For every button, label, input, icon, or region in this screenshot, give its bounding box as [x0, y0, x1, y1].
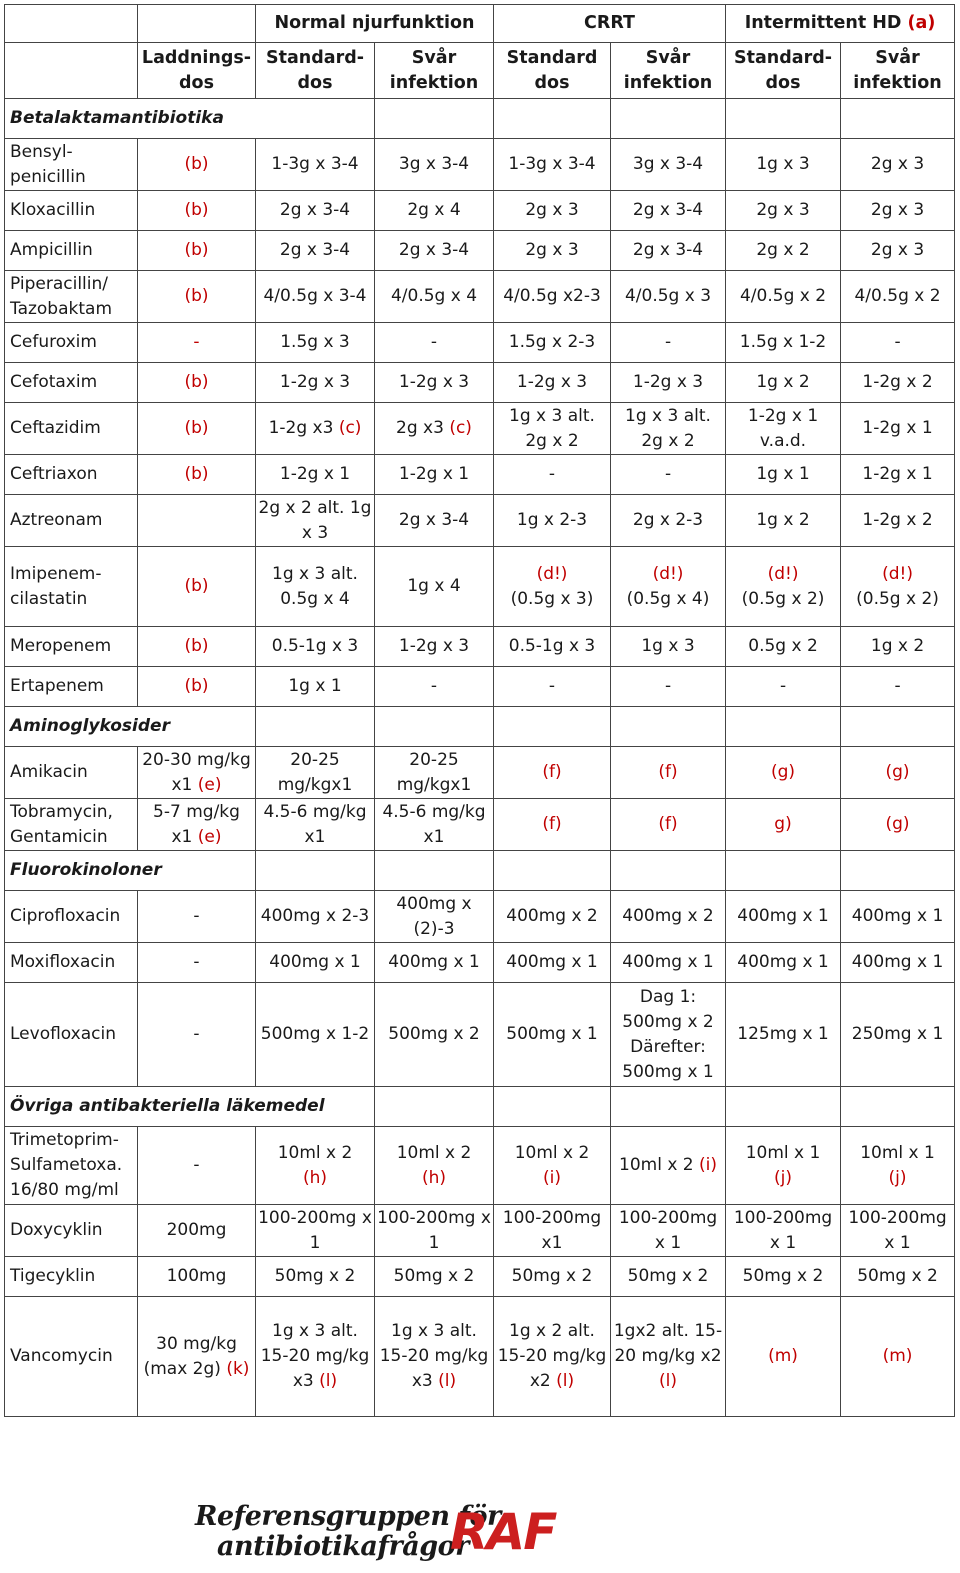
dose-text: Därefter: [630, 1036, 706, 1057]
dose-cell: 500mg x 2 [375, 983, 494, 1087]
empty-cell [841, 1087, 955, 1127]
dose-cell: 2g x 3-4 [256, 191, 375, 231]
dose-cell: 1-2g x 3 [256, 363, 375, 403]
header-standard-dose: Standard dos [494, 43, 611, 99]
dose-cell: 500mg x 1-2 [256, 983, 375, 1087]
dose-cell: 2g x 3 [841, 191, 955, 231]
dose-text: 1-2g x3 [268, 418, 334, 438]
group-header-row [5, 5, 955, 43]
drug-row-doxycyklin [5, 1205, 955, 1257]
dose-cell: 1-2g x 2 [841, 495, 955, 547]
dose-cell: 400mg x 1 [611, 943, 726, 983]
drug-name: Bensyl-penicillin [5, 139, 138, 191]
drug-name: Ceftriaxon [5, 455, 138, 495]
loading-dose [138, 495, 256, 547]
dose-text: 20-30 mg/kg x1 [142, 749, 251, 795]
corner-cell [138, 5, 256, 43]
footnote-ref: (l) [556, 1371, 575, 1391]
dose-cell: 2g x 3-4 [375, 495, 494, 547]
dose-cell: 100-200mg x 1 [611, 1205, 726, 1257]
footnote-ref: (h) [421, 1167, 447, 1188]
dose-text: 10ml x 2 [619, 1155, 694, 1175]
empty-cell [375, 851, 494, 891]
dose-cell: (f) [494, 747, 611, 799]
drug-name: Trimetoprim-Sulfametoxa. 16/80 mg/ml [5, 1127, 138, 1205]
footnote-ref: (h) [302, 1167, 328, 1188]
dose-cell: - [375, 323, 494, 363]
empty-cell [841, 99, 955, 139]
dose-cell: 4/0.5g x 2 [841, 271, 955, 323]
dose-cell: (g) [841, 799, 955, 851]
empty-cell [841, 851, 955, 891]
drug-name: Doxycyklin [5, 1205, 138, 1257]
dose-cell: 400mg x 2 [611, 891, 726, 943]
drug-row-cefotaxim [5, 363, 955, 403]
category-label: Övriga antibakteriella läkemedel [5, 1087, 375, 1127]
empty-cell [375, 99, 494, 139]
dose-cell: 2g x 3 [841, 139, 955, 191]
dose-cell: 3g x 3-4 [611, 139, 726, 191]
empty-cell [494, 1087, 611, 1127]
empty-cell [726, 1087, 841, 1127]
raf-logo [195, 1500, 555, 1566]
dose-cell: 50mg x 2 [375, 1257, 494, 1297]
dose-cell: - [726, 667, 841, 707]
loading-dose: (b) [138, 139, 256, 191]
drug-name: Ampicillin [5, 231, 138, 271]
empty-cell [841, 707, 955, 747]
dose-text: 10ml x 1 [745, 1142, 821, 1163]
header-standard-dose: Standard-dos [256, 43, 375, 99]
dose-cell: 100-200mg x 1 [375, 1205, 494, 1257]
dose-text: 10ml x 2 [514, 1142, 590, 1163]
dose-cell [375, 1297, 494, 1417]
dose-cell [256, 1297, 375, 1417]
dose-cell: 400mg x 1 [726, 891, 841, 943]
loading-dose [138, 1297, 256, 1417]
drug-row-moxifloxacin [5, 943, 955, 983]
drug-name: Ciprofloxacin [5, 891, 138, 943]
dose-cell: 3g x 3-4 [375, 139, 494, 191]
footnote-ref: (c) [338, 418, 362, 438]
dose-cell: 4/0.5g x 3 [611, 271, 726, 323]
drug-name: Levofloxacin [5, 983, 138, 1087]
drug-name: Ertapenem [5, 667, 138, 707]
dose-cell [726, 1127, 841, 1205]
dose-cell: 2g x 3-4 [611, 191, 726, 231]
dose-cell: 2g x 2 alt. 1g x 3 [256, 495, 375, 547]
drug-row-ertapenem [5, 667, 955, 707]
drug-name: Aztreonam [5, 495, 138, 547]
dose-cell: 4.5-6 mg/kg x1 [256, 799, 375, 851]
dose-text: (0.5g x 2) [856, 588, 939, 609]
dose-cell: 100-200mg x 1 [256, 1205, 375, 1257]
dose-cell [611, 547, 726, 627]
dose-cell: 0.5-1g x 3 [494, 627, 611, 667]
dose-cell: 1g x 2-3 [494, 495, 611, 547]
loading-dose: - [138, 891, 256, 943]
dose-cell: 1g x 1 [726, 455, 841, 495]
dose-text: 500mg x 1 [622, 1061, 714, 1082]
dose-cell: 2g x 3-4 [256, 231, 375, 271]
dose-text: 500mg x 2 [622, 1011, 714, 1032]
dose-cell: 2g x 3 [726, 191, 841, 231]
dose-cell: 20-25 mg/kgx1 [256, 747, 375, 799]
drug-row-piperacillin-tazobaktam [5, 271, 955, 323]
dose-cell: 1g x 1 [256, 667, 375, 707]
dose-cell: (g) [841, 747, 955, 799]
footnote-ref: (d!) [882, 563, 913, 584]
dose-cell [726, 547, 841, 627]
dose-text: 1g x 3 alt. 15-20 mg/kg x3 [260, 1321, 370, 1391]
dose-text: 2g x3 [396, 418, 444, 438]
hd-label: Intermittent HD [744, 13, 902, 33]
dose-cell: 1g x 2 [841, 627, 955, 667]
dose-cell: (f) [611, 799, 726, 851]
drug-name: Piperacillin/ Tazobaktam [5, 271, 138, 323]
dose-cell: 2g x 2-3 [611, 495, 726, 547]
drug-name: Cefotaxim [5, 363, 138, 403]
footnote-ref: (j) [888, 1167, 907, 1188]
dose-cell: 400mg x 1 [841, 943, 955, 983]
dose-cell: 1-3g x 3-4 [494, 139, 611, 191]
dose-cell: - [375, 667, 494, 707]
drug-name: Tobramycin, Gentamicin [5, 799, 138, 851]
loading-dose: (b) [138, 231, 256, 271]
drug-name: Imipenem-cilastatin [5, 547, 138, 627]
dose-text: 1gx2 alt. 15-20 mg/kg x2 [613, 1321, 723, 1366]
loading-dose: (b) [138, 627, 256, 667]
drug-name: Kloxacillin [5, 191, 138, 231]
empty-cell [494, 851, 611, 891]
drug-row-kloxacillin [5, 191, 955, 231]
dose-text: Dag 1: [639, 986, 697, 1007]
dose-cell: 50mg x 2 [494, 1257, 611, 1297]
drug-row-cefuroxim [5, 323, 955, 363]
dose-cell: - [611, 455, 726, 495]
loading-dose: (b) [138, 667, 256, 707]
empty-cell [611, 99, 726, 139]
drug-name: Meropenem [5, 627, 138, 667]
dose-cell: 1g x 4 [375, 547, 494, 627]
category-row [5, 1087, 955, 1127]
loading-dose: (b) [138, 547, 256, 627]
dose-cell: 250mg x 1 [841, 983, 955, 1087]
loading-dose: (b) [138, 271, 256, 323]
empty-cell [726, 99, 841, 139]
dose-cell: - [494, 667, 611, 707]
drug-row-meropenem [5, 627, 955, 667]
dose-cell: 1g x 3 [726, 139, 841, 191]
dose-cell: 1.5g x 3 [256, 323, 375, 363]
dose-cell: 1-2g x 1 [841, 403, 955, 455]
dose-cell: 1-2g x 3 [375, 363, 494, 403]
drug-row-tigecyklin [5, 1257, 955, 1297]
dose-cell [611, 1127, 726, 1205]
drug-row-aztreonam [5, 495, 955, 547]
drug-name: Amikacin [5, 747, 138, 799]
dose-text: (0.5g x 3) [510, 588, 594, 609]
logo-line: Referensgruppen för [195, 1501, 501, 1532]
dose-cell: 100-200mg x 1 [841, 1205, 955, 1257]
dose-cell: - [611, 667, 726, 707]
dose-cell: 500mg x 1 [494, 983, 611, 1087]
drug-name: Cefuroxim [5, 323, 138, 363]
dose-cell [611, 1297, 726, 1417]
empty-cell [726, 707, 841, 747]
dose-cell: 125mg x 1 [726, 983, 841, 1087]
footnote-ref: (d!) [536, 563, 568, 584]
dose-cell: 2g x 3 [494, 191, 611, 231]
dose-cell: - [494, 455, 611, 495]
drug-row-ceftazidim [5, 403, 955, 455]
dose-cell: 400mg x 1 [256, 943, 375, 983]
category-label: Aminoglykosider [5, 707, 256, 747]
dose-cell: 1-2g x 3 [611, 363, 726, 403]
footnote-ref: (k) [226, 1358, 250, 1379]
dose-cell: 1-2g x 3 [375, 627, 494, 667]
dose-cell: 2g x 2 [726, 231, 841, 271]
header-severe-infection: Svår infektion [375, 43, 494, 99]
drug-row-ceftriaxon [5, 455, 955, 495]
footnote-ref: (i) [699, 1155, 718, 1175]
dose-cell: 4/0.5g x 3-4 [256, 271, 375, 323]
footnote-ref: (d!) [767, 563, 799, 584]
dose-cell: 1.5g x 1-2 [726, 323, 841, 363]
logo-mark: RAF [450, 1503, 556, 1561]
loading-dose: - [138, 1127, 256, 1205]
drug-row-trimetoprim-sulfametoxazol [5, 1127, 955, 1205]
dose-text: 10ml x 2 [396, 1142, 472, 1163]
drug-name: Tigecyklin [5, 1257, 138, 1297]
dose-cell: 1-2g x 3 [494, 363, 611, 403]
loading-dose: (b) [138, 403, 256, 455]
empty-cell [611, 707, 726, 747]
dose-cell: 0.5g x 2 [726, 627, 841, 667]
footnote-ref: (d!) [652, 563, 684, 584]
dose-cell [256, 403, 375, 455]
dose-cell: 0.5-1g x 3 [256, 627, 375, 667]
dose-cell: 20-25 mg/kgx1 [375, 747, 494, 799]
footnote-ref: (j) [774, 1167, 793, 1188]
dose-cell: (m) [841, 1297, 955, 1417]
loading-dose: (b) [138, 363, 256, 403]
drug-name: Ceftazidim [5, 403, 138, 455]
dose-cell: 1-2g x 1 [375, 455, 494, 495]
drug-row-amikacin [5, 747, 955, 799]
category-row [5, 99, 955, 139]
loading-dose: 200mg [138, 1205, 256, 1257]
dose-cell: 4/0.5g x2-3 [494, 271, 611, 323]
corner-cell [5, 5, 138, 43]
category-row [5, 851, 955, 891]
empty-cell [256, 851, 375, 891]
dose-cell [494, 1127, 611, 1205]
dose-cell: (g) [726, 747, 841, 799]
dose-cell: 1g x 3 [611, 627, 726, 667]
dose-cell: 4/0.5g x 2 [726, 271, 841, 323]
dose-cell: 400mg x 1 [841, 891, 955, 943]
logo-line: antibiotikafrågor [217, 1531, 469, 1562]
footnote-ref: (l) [659, 1371, 677, 1391]
empty-cell [375, 707, 494, 747]
drug-row-levofloxacin [5, 983, 955, 1087]
drug-name: Vancomycin [5, 1297, 138, 1417]
dosing-table [4, 4, 955, 1417]
dose-cell: (m) [726, 1297, 841, 1417]
dose-cell: 1-2g x 1 [841, 455, 955, 495]
group-header-crrt: CRRT [494, 5, 726, 43]
dose-cell: 400mg x 1 [726, 943, 841, 983]
footnote-ref: (e) [197, 774, 222, 795]
drug-name: Moxifloxacin [5, 943, 138, 983]
dose-cell: (f) [494, 799, 611, 851]
dose-text: 5-7 mg/kg x1 [153, 801, 240, 847]
category-label: Betalaktamantibiotika [5, 99, 375, 139]
dose-cell: 1.5g x 2-3 [494, 323, 611, 363]
dose-text: (0.5g x 4) [626, 588, 710, 609]
dose-cell [494, 1297, 611, 1417]
group-header-normal: Normal njurfunktion [256, 5, 494, 43]
dose-text: 30 mg/kg (max 2g) [143, 1333, 237, 1379]
loading-dose: (b) [138, 191, 256, 231]
dose-cell: 1g x 3 alt. 2g x 2 [611, 403, 726, 455]
empty-cell [611, 1087, 726, 1127]
dose-cell: 400mg x 1 [375, 943, 494, 983]
dose-cell: 100-200mg x1 [494, 1205, 611, 1257]
loading-dose [138, 799, 256, 851]
empty-cell [494, 707, 611, 747]
dose-cell: 50mg x 2 [841, 1257, 955, 1297]
footnote-ref: (c) [449, 418, 472, 438]
group-header-hd [726, 5, 955, 43]
dose-cell [256, 1127, 375, 1205]
dose-cell: 2g x 3 [841, 231, 955, 271]
footnote-ref: (i) [543, 1167, 561, 1188]
dose-text: 1g x 2 alt. 15-20 mg/kg x2 [497, 1321, 607, 1391]
dose-cell: - [841, 323, 955, 363]
drug-row-ampicillin [5, 231, 955, 271]
dose-cell: 2g x 4 [375, 191, 494, 231]
dose-cell: 1g x 2 [726, 363, 841, 403]
dose-cell [611, 983, 726, 1087]
category-row [5, 707, 955, 747]
loading-dose: - [138, 323, 256, 363]
loading-dose [138, 747, 256, 799]
footnote-ref: (a) [907, 13, 936, 33]
loading-dose: - [138, 943, 256, 983]
empty-cell [375, 1087, 494, 1127]
category-label: Fluorokinoloner [5, 851, 256, 891]
dose-cell: 1-3g x 3-4 [256, 139, 375, 191]
dose-cell: 1-2g x 1 [256, 455, 375, 495]
dose-cell: 50mg x 2 [611, 1257, 726, 1297]
footnote-ref: (l) [438, 1371, 457, 1391]
dose-cell: 400mg x 1 [494, 943, 611, 983]
dose-text: 10ml x 1 [860, 1142, 935, 1163]
dose-cell: 50mg x 2 [256, 1257, 375, 1297]
footnote-ref: (l) [319, 1371, 338, 1391]
dose-cell: 1g x 3 alt. 2g x 2 [494, 403, 611, 455]
sub-header-row [5, 43, 955, 99]
dose-cell [375, 1127, 494, 1205]
dose-cell: 1g x 3 alt. 0.5g x 4 [256, 547, 375, 627]
dose-cell: 4/0.5g x 4 [375, 271, 494, 323]
dose-cell: g) [726, 799, 841, 851]
dose-cell: 4.5-6 mg/kg x1 [375, 799, 494, 851]
dose-cell [375, 403, 494, 455]
header-standard-dose: Standard-dos [726, 43, 841, 99]
loading-dose: - [138, 983, 256, 1087]
drug-row-bensylpenicillin [5, 139, 955, 191]
dose-cell: 2g x 3-4 [611, 231, 726, 271]
drug-row-ciprofloxacin [5, 891, 955, 943]
dose-cell: 100-200mg x 1 [726, 1205, 841, 1257]
dose-cell: 1-2g x 2 [841, 363, 955, 403]
footnote-ref: (e) [197, 826, 222, 847]
dose-cell: 2g x 3-4 [375, 231, 494, 271]
dose-cell: 1g x 2 [726, 495, 841, 547]
loading-dose: 100mg [138, 1257, 256, 1297]
dose-text: 10ml x 2 [277, 1142, 353, 1163]
empty-cell [611, 851, 726, 891]
corner-cell [5, 43, 138, 99]
header-loading-dose: Laddnings-dos [138, 43, 256, 99]
empty-cell [256, 707, 375, 747]
dose-cell: 50mg x 2 [726, 1257, 841, 1297]
dose-cell: 400mg x 2-3 [256, 891, 375, 943]
dose-cell [841, 1127, 955, 1205]
dose-cell: 400mg x 2 [494, 891, 611, 943]
drug-row-imipenem-cilastatin [5, 547, 955, 627]
dose-text: 1g x 3 alt. 15-20 mg/kg x3 [379, 1321, 489, 1391]
header-severe-infection: Svår infektion [611, 43, 726, 99]
dose-cell: 1-2g x 1 v.a.d. [726, 403, 841, 455]
header-severe-infection: Svår infektion [841, 43, 955, 99]
dose-cell: 400mg x (2)-3 [375, 891, 494, 943]
dose-cell [841, 547, 955, 627]
empty-cell [494, 99, 611, 139]
loading-dose: (b) [138, 455, 256, 495]
dose-cell: - [611, 323, 726, 363]
drug-row-tobramycin-gentamicin [5, 799, 955, 851]
dose-cell: (f) [611, 747, 726, 799]
dose-text: (0.5g x 2) [741, 588, 825, 609]
dose-cell: 2g x 3 [494, 231, 611, 271]
dose-cell: - [841, 667, 955, 707]
dose-cell [494, 547, 611, 627]
drug-row-vancomycin [5, 1297, 955, 1417]
empty-cell [726, 851, 841, 891]
